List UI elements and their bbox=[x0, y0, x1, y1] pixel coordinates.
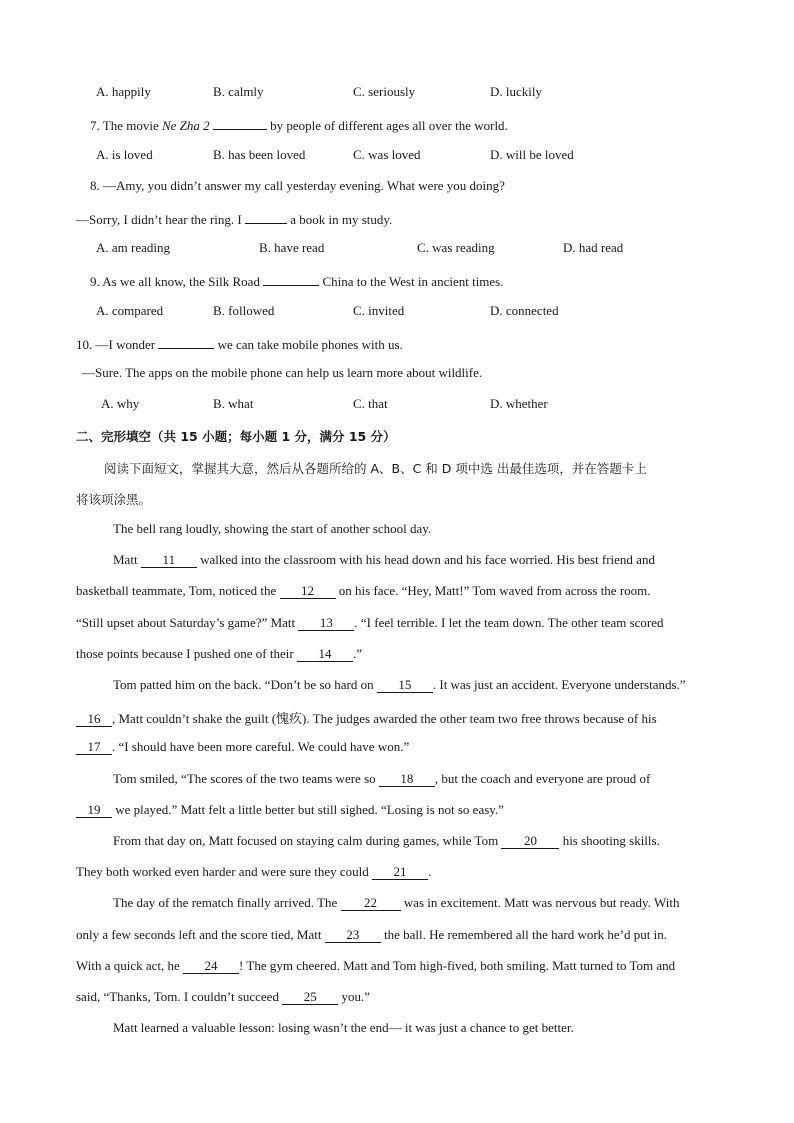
passage-p6-line4 bbox=[76, 989, 370, 1005]
p5-line1-end: his shooting skills. bbox=[559, 833, 660, 848]
q9-stem-start: 9. As we all know, the Silk Road bbox=[90, 274, 264, 289]
passage-p3-line1 bbox=[113, 677, 686, 693]
p2-line2-end: on his face. “Hey, Matt!” Tom waved from across the room. bbox=[335, 583, 651, 598]
p6-line1-end: was in excitement. Matt was nervous but ready. With bbox=[400, 895, 680, 910]
blank-16: 16 bbox=[76, 712, 112, 727]
q8-line2 bbox=[76, 209, 392, 228]
q6-option-a: A. happily bbox=[96, 84, 151, 99]
passage-p4-line2 bbox=[76, 802, 504, 818]
q7-stem-start: 7. The movie bbox=[90, 118, 162, 133]
q7-option-d: D. will be loved bbox=[490, 147, 574, 162]
passage-p2-line2 bbox=[76, 583, 651, 599]
q10-line1-start: 10. —I wonder bbox=[76, 337, 159, 352]
p6-line2-start: only a few seconds left and the score tied, Matt bbox=[76, 927, 325, 942]
section-instructions-line1: 阅读下面短文，掌握其大意，然后从各题所给的 A、B、C 和 D 项中选 出最佳选项，并在答题卡上 bbox=[104, 461, 647, 476]
passage-p2-line3 bbox=[76, 615, 664, 631]
q10-option-a: A. why bbox=[101, 396, 140, 411]
q8-option-c: C. was reading bbox=[417, 240, 495, 255]
p6-line4-start: said, “Thanks, Tom. I couldn’t succeed bbox=[76, 989, 283, 1004]
q9-option-a: A. compared bbox=[96, 303, 164, 318]
blank-13: 13 bbox=[298, 616, 354, 631]
passage-paragraph-7: Matt learned a valuable lesson: losing wasn’t the end— it was just a chance to get better. bbox=[113, 1020, 574, 1035]
blank-19: 19 bbox=[76, 803, 112, 818]
q8-line2-end: a book in my study. bbox=[286, 212, 393, 227]
blank-18: 18 bbox=[379, 772, 435, 787]
passage-p3-line3 bbox=[76, 739, 409, 755]
blank-22: 22 bbox=[341, 896, 401, 911]
p2-line4-start: those points because I pushed one of their bbox=[76, 646, 297, 661]
q9-blank bbox=[263, 271, 319, 286]
q8-blank bbox=[245, 209, 287, 224]
blank-17: 17 bbox=[76, 740, 112, 755]
q7-option-a: A. is loved bbox=[96, 147, 153, 162]
q9-option-b: B. followed bbox=[213, 303, 275, 318]
passage-p4-line1 bbox=[113, 771, 650, 787]
p2-line3-start: “Still upset about Saturday’s game?” Matt bbox=[76, 615, 299, 630]
q10-option-b: B. what bbox=[213, 396, 254, 411]
q8-line2-start: —Sorry, I didn’t hear the ring. I bbox=[76, 212, 245, 227]
blank-21: 21 bbox=[372, 865, 428, 880]
q7-option-c: C. was loved bbox=[353, 147, 421, 162]
blank-24: 24 bbox=[183, 959, 239, 974]
passage-p2-line1 bbox=[113, 552, 655, 568]
q7-movie-title: Ne Zha 2 bbox=[161, 118, 210, 133]
passage-p5-line1 bbox=[113, 833, 660, 849]
passage-paragraph-1: The bell rang loudly, showing the start of another school day. bbox=[113, 521, 432, 536]
blank-11: 11 bbox=[141, 553, 197, 568]
section-heading-cloze: 二、完形填空（共 15 小题；每小题 1 分，满分 15 分） bbox=[76, 429, 396, 444]
p6-line3-start: With a quick act, he bbox=[76, 958, 184, 973]
q9-option-d: D. connected bbox=[490, 303, 559, 318]
blank-20: 20 bbox=[501, 834, 559, 849]
p2-line1-end: walked into the classroom with his head down and his face worried. His best friend and bbox=[196, 552, 655, 567]
passage-p3-line2 bbox=[76, 708, 657, 727]
p5-line1-start: From that day on, Matt focused on staying calm during games, while Tom bbox=[113, 833, 502, 848]
q7-option-b: B. has been loved bbox=[213, 147, 306, 162]
blank-12: 12 bbox=[280, 584, 336, 599]
section-instructions-line2: 将该项涂黑。 bbox=[76, 492, 152, 507]
q10-option-d: D. whether bbox=[490, 396, 548, 411]
p4-line1-start: Tom smiled, “The scores of the two teams were so bbox=[113, 771, 379, 786]
p6-line3-end: ! The gym cheered. Matt and Tom high-fived, both smiling. Matt turned to Tom and bbox=[239, 958, 676, 973]
p3-line2-end: , Matt couldn’t shake the guilt (愧疚). The judges awarded the other team two free throws because of his bbox=[112, 711, 657, 726]
q9-option-c: C. invited bbox=[353, 303, 405, 318]
p4-line1-end: , but the coach and everyone are proud of bbox=[434, 771, 651, 786]
p6-line4-end: you.” bbox=[338, 989, 370, 1004]
p3-line3-end: . “I should have been more careful. We could have won.” bbox=[112, 739, 410, 754]
blank-23: 23 bbox=[325, 928, 381, 943]
q8-option-b: B. have read bbox=[259, 240, 325, 255]
q7-blank bbox=[213, 115, 267, 130]
q7-stem-end: by people of different ages all over the world. bbox=[266, 118, 508, 133]
passage-p5-line2 bbox=[76, 864, 431, 880]
p3-line1-start: Tom patted him on the back. “Don’t be so hard on bbox=[113, 677, 377, 692]
p5-line2-end: . bbox=[428, 864, 432, 879]
blank-25: 25 bbox=[282, 990, 338, 1005]
q6-option-d: D. luckily bbox=[490, 84, 542, 99]
passage-p2-line4 bbox=[76, 646, 362, 662]
q10-line1 bbox=[76, 334, 403, 353]
q8-line1: 8. —Amy, you didn’t answer my call yesterday evening. What were you doing? bbox=[90, 178, 505, 193]
q10-option-c: C. that bbox=[353, 396, 388, 411]
q6-option-b: B. calmly bbox=[213, 84, 264, 99]
q8-option-d: D. had read bbox=[563, 240, 624, 255]
p3-line1-end: . It was just an accident. Everyone understands.” bbox=[432, 677, 686, 692]
p6-line2-end: the ball. He remembered all the hard work he’d put in. bbox=[380, 927, 667, 942]
q10-blank bbox=[158, 334, 214, 349]
passage-p6-line1 bbox=[113, 895, 679, 911]
q6-option-c: C. seriously bbox=[353, 84, 416, 99]
q8-option-a: A. am reading bbox=[96, 240, 171, 255]
p4-line2-end: we played.” Matt felt a little better but still sighed. “Losing is not so easy.” bbox=[112, 802, 504, 817]
p2-line4-end: .” bbox=[352, 646, 362, 661]
q7-stem bbox=[90, 115, 508, 134]
q10-line2: —Sure. The apps on the mobile phone can help us learn more about wildlife. bbox=[82, 365, 483, 380]
p5-line2-start: They both worked even harder and were sure they could bbox=[76, 864, 372, 879]
blank-15: 15 bbox=[377, 678, 433, 693]
p2-line1-start: Matt bbox=[113, 552, 141, 567]
q10-line1-end: we can take mobile phones with us. bbox=[214, 337, 403, 352]
p2-line3-end: . “I feel terrible. I let the team down. The other team scored bbox=[354, 615, 664, 630]
q9-stem bbox=[90, 271, 504, 290]
passage-p6-line3 bbox=[76, 958, 675, 974]
blank-14: 14 bbox=[297, 647, 353, 662]
p2-line2-start: basketball teammate, Tom, noticed the bbox=[76, 583, 280, 598]
p6-line1-start: The day of the rematch finally arrived. The bbox=[113, 895, 341, 910]
q9-stem-end: China to the West in ancient times. bbox=[319, 274, 504, 289]
passage-p6-line2 bbox=[76, 927, 667, 943]
